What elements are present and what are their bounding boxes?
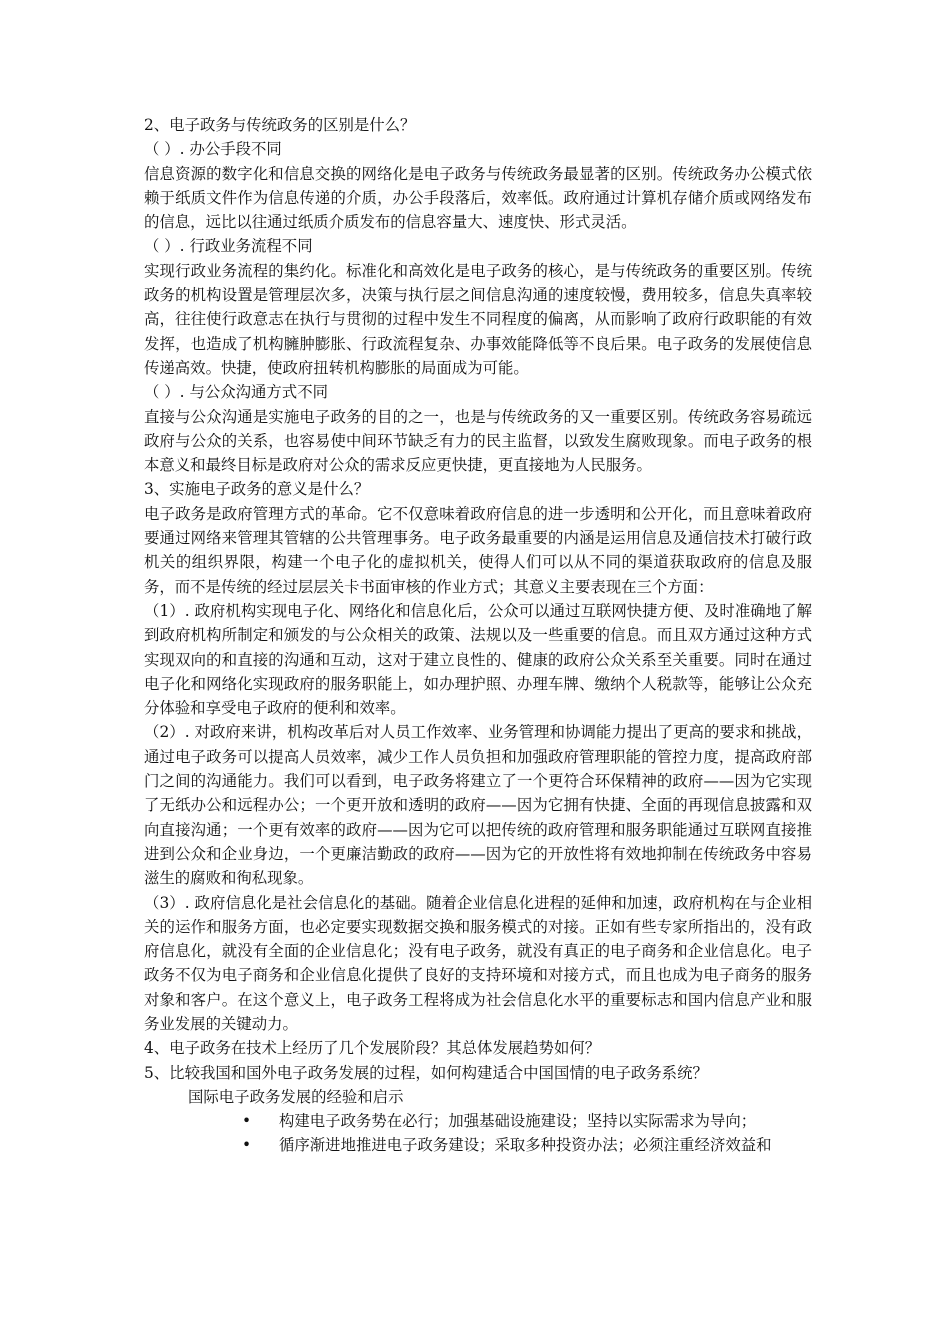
bullet-dot-icon: •	[242, 1112, 252, 1131]
bullet-item	[144, 1109, 812, 1133]
paragraph-significance-intro: 电子政务是政府管理方式的革命。它不仅意味着政府信息的进一步透明和公开化，而且意味着政府要通过网络来管理其管辖的公共管理事务。电子政务最重要的内涵是运用信息及通信技术打破行政机关的组织界限，构建一个电子化的虚拟机关，使得人们可以从不同的渠道获取政府的信息及服务，而不是传统的经过层层关卡书面审核的作业方式；其意义主要表现在三个方面：	[144, 504, 812, 596]
paragraph-public-communication: 直接与公众沟通是实施电子政务的目的之一，也是与传统政务的又一重要区别。传统政务容易疏远政府与公众的关系，也容易使中间环节缺乏有力的民主监督，以致发生腐败现象。而电子政务的根本意义和最终目标是政府对公众的需求反应更快捷，更直接地为人民服务。	[144, 407, 812, 475]
bullet-item-text: 构建电子政务势在必行；加强基础设施建设；坚持以实际需求为导向；	[279, 1112, 757, 1131]
question-4-heading: 4、电子政务在技术上经历了几个发展阶段？其总体发展趋势如何？	[144, 1039, 601, 1058]
paragraph-significance-3: （3）. 政府信息化是社会信息化的基础。随着企业信息化进程的延伸和加速，政府机构在与企业相关的运作和服务方面，也必定要实现数据交换和服务模式的对接。正如有些专家所指出的，没有政府信息化，就没有全面的企业信息化；没有电子政务，就没有真正的电子商务和企业信息化。电子政务不仅为电子商务和企业信息化提供了良好的支持环境和对接方式，而且也成为电子商务的服务对象和客户。在这个意义上，电子政务工程将成为社会信息化水平的重要标志和国内信息产业和服务业发展的关键动力。	[144, 893, 812, 1033]
bullet-item-text: 循序渐进地推进电子政务建设；采取多种投资办法；必须注重经济效益和	[279, 1136, 772, 1155]
international-experience-subheading: 国际电子政务发展的经验和启示	[188, 1087, 404, 1106]
paragraph-significance-2: （2）. 对政府来讲，机构改革后对人员工作效率、业务管理和协调能力提出了更高的要求和挑战，通过电子政务可以提高人员效率，减少工作人员负担和加强政府管理职能的管控力度，提高政府部门之间的沟通能力。我们可以看到，电子政务将建立了一个更符合环保精神的政府——因为它实现了无纸办公和远程办公；一个更开放和透明的政府——因为它拥有快捷、全面的再现信息披露和双向直接沟通；一个更有效率的政府——因为它可以把传统的政府管理和服务职能通过互联网直接推进到公众和企业身边，一个更廉洁勤政的政府——因为它的开放性将有效地抑制在传统政务中容易滋生的腐败和徇私现象。	[144, 723, 812, 888]
document-body	[144, 113, 812, 1158]
paragraph-significance-1: （1）. 政府机构实现电子化、网络化和信息化后，公众可以通过互联网快捷方便、及时准确地了解到政府机构所制定和颁发的与公众相关的政策、法规以及一些重要的信息。而且双方通过这种方式实现双向的和直接的沟通和互动，这对于建立良性的、健康的政府公众关系至关重要。同时在通过电子化和网络化实现政府的服务职能上，如办理护照、办理车牌、缴纳个人税款等，能够让公众充分体验和享受电子政府的便利和效率。	[144, 601, 812, 718]
paragraph-business-process: 实现行政业务流程的集约化。标准化和高效化是电子政务的核心，是与传统政务的重要区别。传统政务的机构设置是管理层次多，决策与执行层之间信息沟通的速度较慢，费用较多，信息失真率较高，往往使行政意志在执行与贯彻的过程中发生不同程度的偏离，从而影响了政府行政职能的有效发挥，也造成了机构臃肿膨胀、行政流程复杂、办事效能降低等不良后果。电子政务的发展使信息传递高效。快捷，使政府扭转机构膨胀的局面成为可能。	[144, 261, 812, 377]
question-2-heading: 2、电子政务与传统政务的区别是什么？	[144, 116, 416, 134]
bullet-item	[144, 1133, 812, 1157]
question-5-heading: 5、比较我国和国外电子政务发展的过程，如何构建适合中国国情的电子政务系统？	[144, 1063, 708, 1082]
section-office-means-heading: （ ）. 办公手段不同	[144, 140, 282, 159]
paragraph-office-means: 信息资源的数字化和信息交换的网络化是电子政务与传统政务最显著的区别。传统政务办公模式依赖于纸质文件作为信息传递的介质，办公手段落后，效率低。政府通过计算机存储介质或网络发布的信息，远比以往通过纸质介质发布的信息容量大、速度快、形式灵活。	[144, 164, 812, 232]
section-business-process-heading: （ ）. 行政业务流程不同	[144, 237, 313, 256]
question-3-heading: 3、实施电子政务的意义是什么？	[144, 480, 370, 499]
bullet-dot-icon: •	[242, 1136, 252, 1155]
section-public-communication-heading: （ ）. 与公众沟通方式不同	[144, 383, 328, 402]
